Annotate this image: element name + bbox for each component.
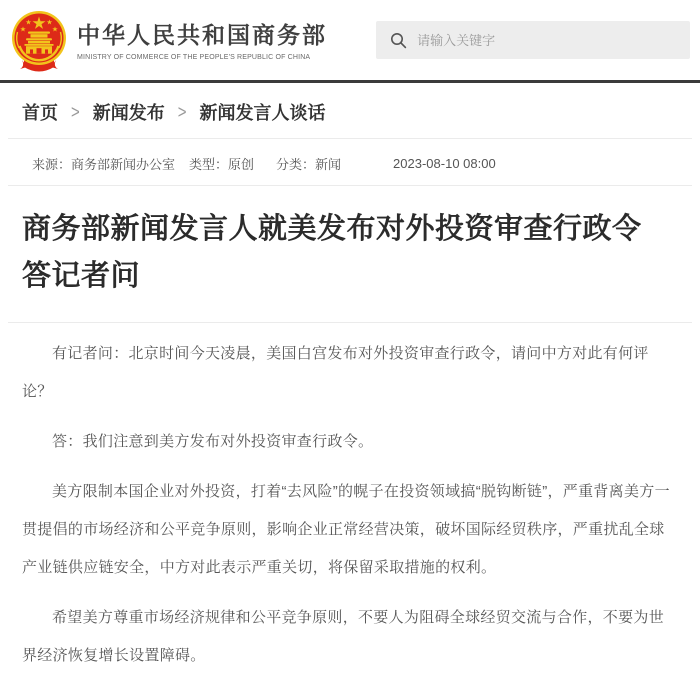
article-paragraph: 美方限制本国企业对外投资，打着“去风险”的幌子在投资领域搞“脱钩断链”，严重背离美方一贯提倡的市场经济和公平竞争原则，影响企业正常经营决策，破坏国际经贸秩序，严重扰乱全球产业链供应链安全，中方对此表示严重关切，将保留采取措施的权利。 [22, 483, 670, 576]
site-logo[interactable] [10, 6, 376, 74]
breadcrumb-separator-icon: > [71, 101, 80, 123]
site-title: 中华人民共和国商务部 [77, 22, 327, 48]
article-body [8, 323, 692, 675]
site-subtitle: MINISTRY OF COMMERCE OF THE PEOPLE'S REPUBLIC OF CHINA [77, 53, 311, 61]
article-meta [8, 139, 692, 186]
article-paragraph: 希望美方尊重市场经济规律和公平竞争原则，不要人为阻碍全球经贸交流与合作，不要为世界经济恢复增长设置障碍。 [22, 609, 665, 664]
article-title: 商务部新闻发言人就美发布对外投资审查行政令答记者问 [8, 186, 692, 323]
search-icon[interactable] [390, 32, 407, 49]
article-paragraph: 答：我们注意到美方发布对外投资审查行政令。 [52, 433, 374, 450]
breadcrumb-separator-icon: > [177, 101, 187, 123]
breadcrumb-spokesperson-remarks[interactable]: 新闻发言人谈话 [199, 103, 326, 123]
breadcrumb-home[interactable]: 首页 [22, 103, 58, 123]
meta-datetime: 2023-08-10 08:00 [393, 156, 496, 171]
search-box[interactable] [376, 21, 690, 59]
breadcrumb [8, 83, 692, 139]
search-input[interactable] [417, 33, 678, 48]
page-container [8, 83, 692, 675]
national-emblem-icon [10, 10, 68, 74]
meta-type: 类型：原创 [189, 157, 255, 172]
meta-source: 来源：商务部新闻办公室 [32, 157, 176, 172]
article-paragraph: 有记者问：北京时间今天凌晨，美国白宫发布对外投资审查行政令，请问中方对此有何评论？ [22, 345, 649, 400]
meta-category: 分类：新闻 [276, 157, 342, 172]
breadcrumb-news-release[interactable]: 新闻发布 [92, 103, 165, 123]
site-header [0, 0, 700, 80]
